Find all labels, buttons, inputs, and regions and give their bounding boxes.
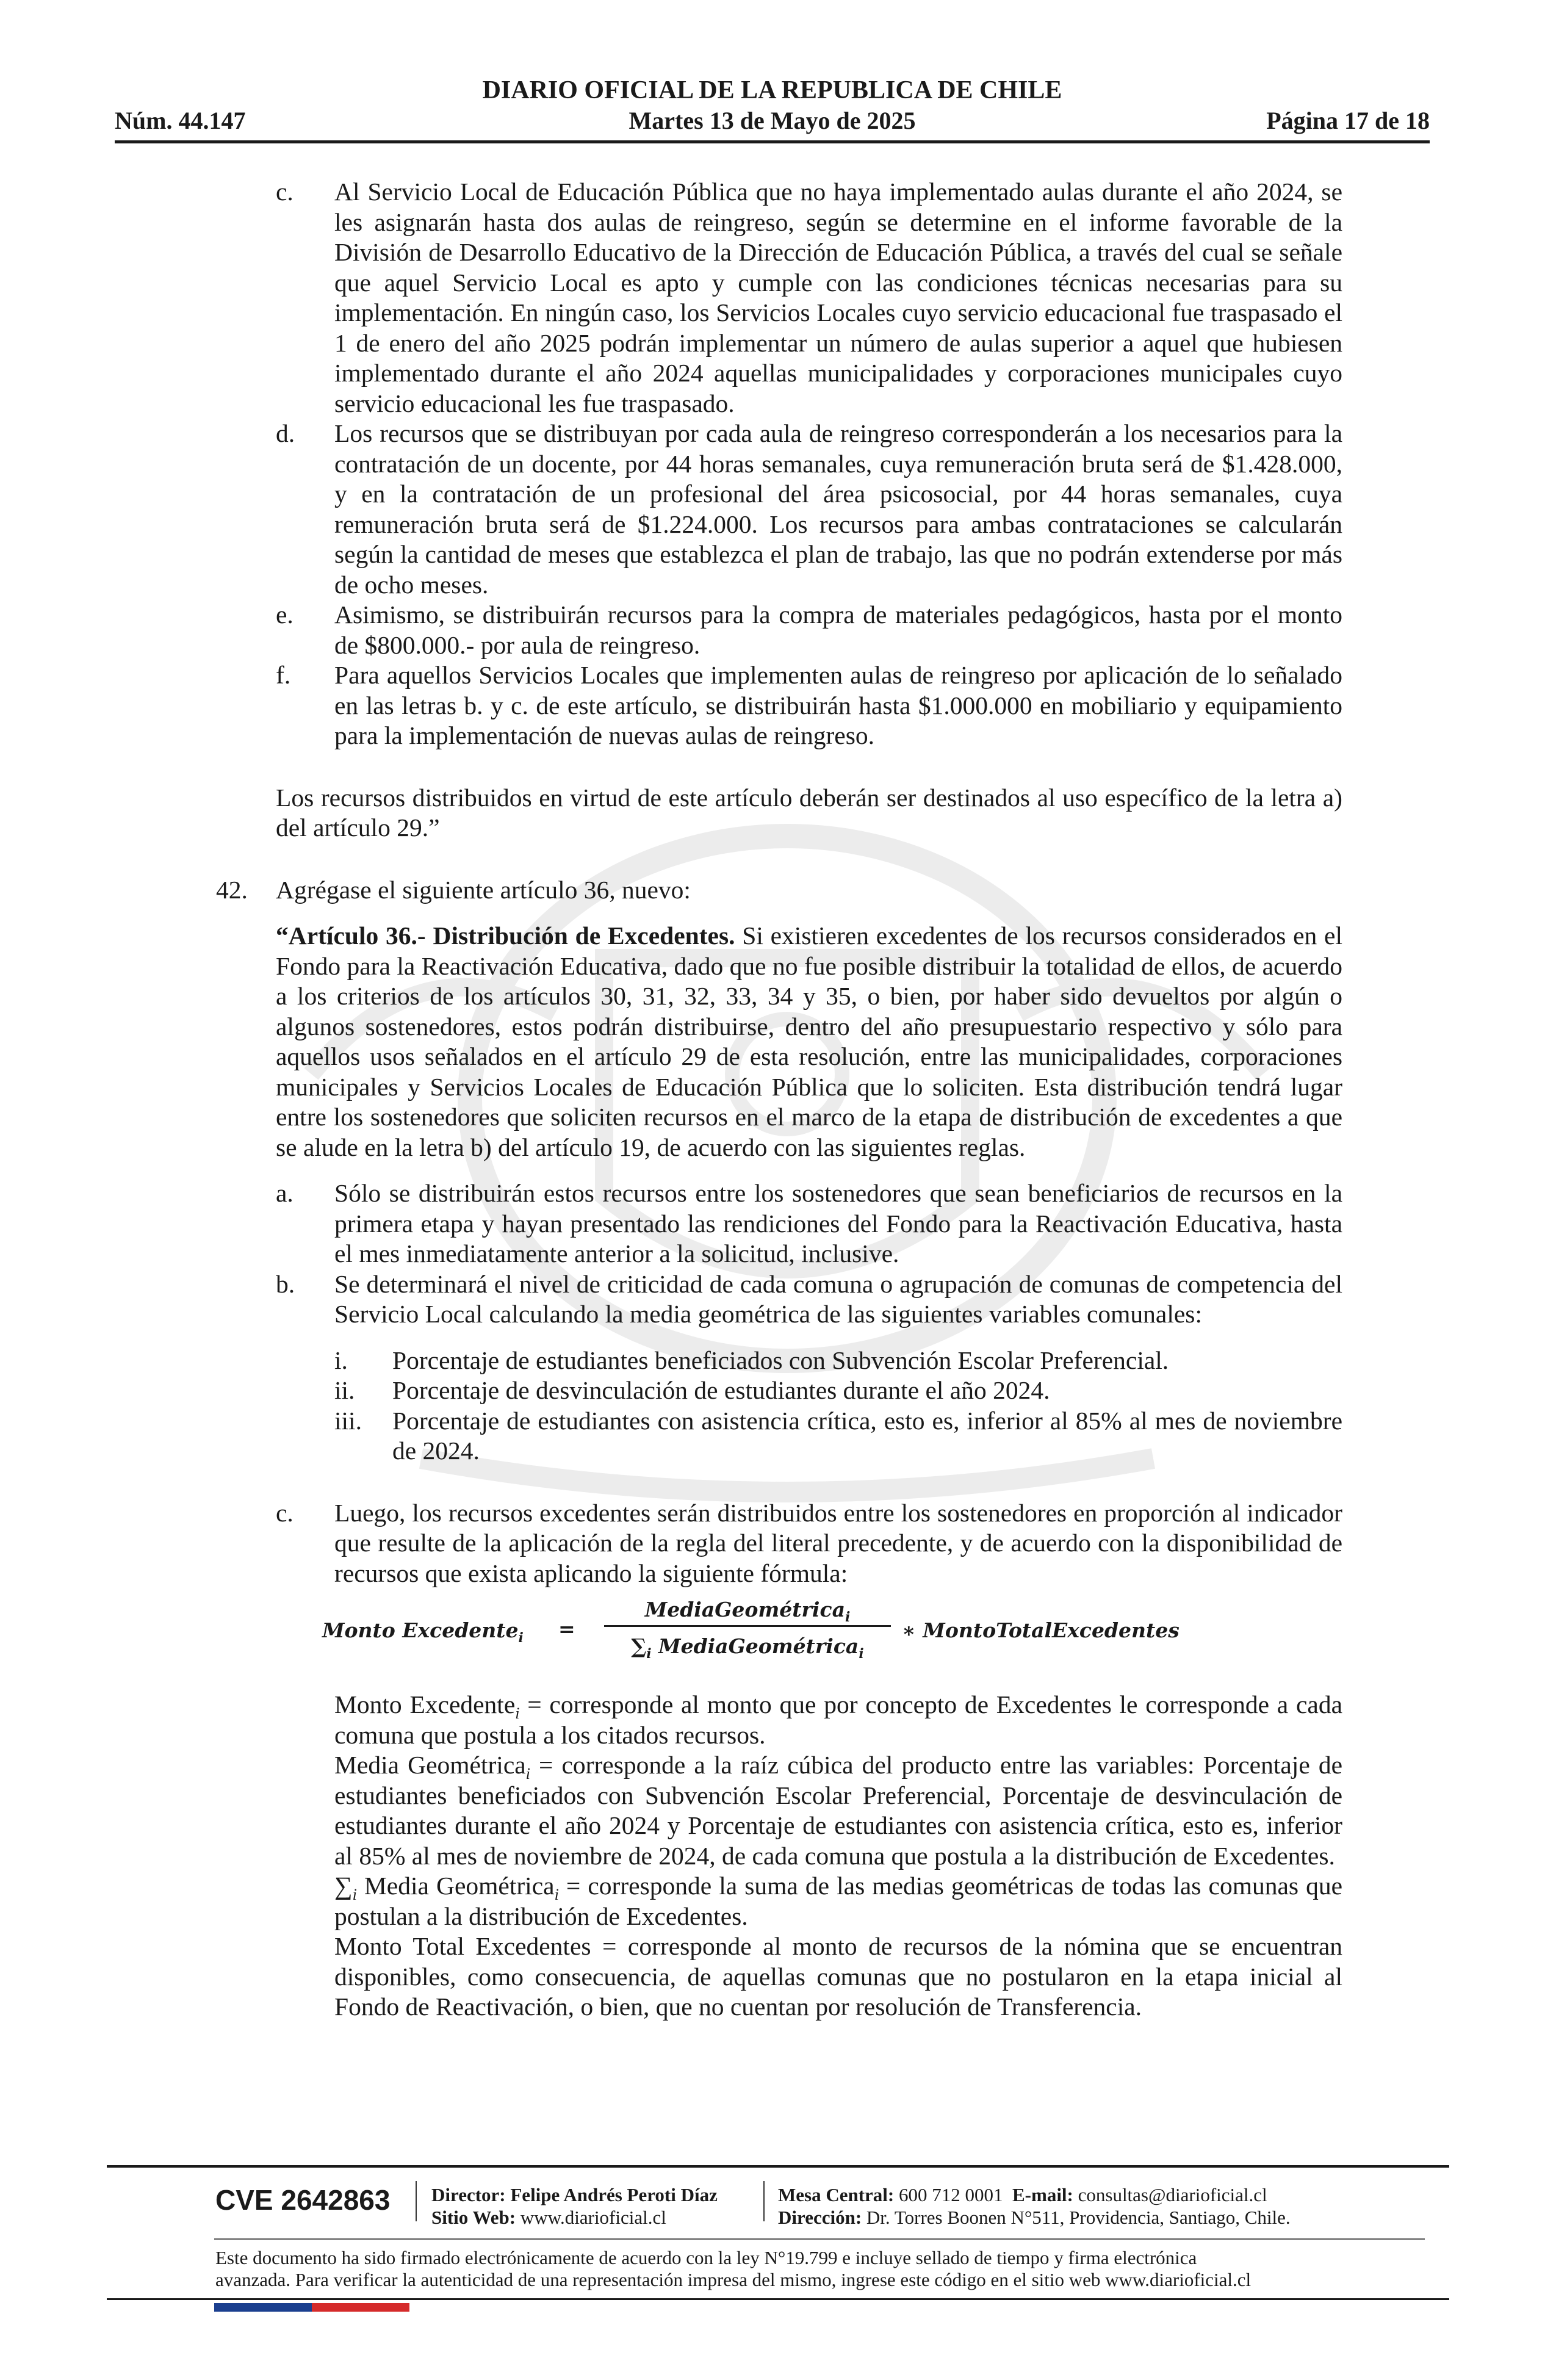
cve-code: CVE 2642863 bbox=[215, 2184, 391, 2216]
variable-item bbox=[0, 1346, 1342, 1376]
item-text: Asimismo, se distribuirán recursos para la compra de materiales pedagógicos, hasta por el monto de $800.000.- por aula de reingreso. bbox=[334, 600, 1342, 659]
rule-text: Se determinará el nivel de criticidad de cada comuna o agrupación de comunas de competencia del Servicio Local calculando la media geométrica de las siguientes variables comunales: bbox=[334, 1269, 1342, 1328]
rule-label: a. bbox=[276, 1179, 294, 1207]
flag-stripe-blue bbox=[214, 2303, 312, 2312]
variable-item bbox=[0, 1406, 1342, 1466]
variable-label: ii. bbox=[334, 1376, 355, 1404]
formula-equals: = bbox=[558, 1617, 575, 1641]
rule-label: c. bbox=[276, 1498, 294, 1527]
list-item bbox=[0, 660, 1342, 751]
page-footer bbox=[107, 2165, 1449, 2348]
rule-label: b. bbox=[276, 1269, 295, 1298]
document-body bbox=[0, 177, 1556, 2022]
item-label: d. bbox=[276, 419, 295, 447]
formula-fraction-bar bbox=[604, 1625, 891, 1627]
header-divider bbox=[115, 140, 1430, 143]
section-number: 42. bbox=[216, 875, 248, 904]
rule-item bbox=[0, 1498, 1342, 1589]
closing-paragraph: Los recursos distribuidos en virtud de este artículo deberán ser destinados al uso específico de la letra a) del artículo 29.” bbox=[276, 783, 1342, 842]
rule-item bbox=[0, 1269, 1342, 1330]
variable-text: Porcentaje de estudiantes beneficiados con Subvención Escolar Preferencial. bbox=[392, 1346, 1169, 1374]
variable-text: Porcentaje de estudiantes con asistencia crítica, esto es, inferior al 85% al mes de noviembre de 2024. bbox=[392, 1406, 1342, 1465]
variable-item bbox=[0, 1376, 1342, 1406]
item-label: f. bbox=[276, 661, 291, 689]
flag-stripe-red bbox=[312, 2303, 409, 2312]
definition-item: Media Geométrica$_i$ = corresponde a la raíz cúbica del producto entre las variables: Porcentaje de estudiantes beneficiados con Subvención Escolar Preferencial, Porcentaje de desvinculación de estudiantes durante el año 2024 y Porcentaje de estudiantes con asistencia crítica, esto es, inferior al 85% al mes de noviembre de 2024, de cada comuna que postula a la distribución de Excedentes. bbox=[334, 1751, 1343, 1870]
formula-lhs: Monto Excedente$_i$ bbox=[322, 1618, 524, 1646]
newspaper-title: DIARIO OFICIAL DE LA REPUBLICA DE CHILE bbox=[482, 76, 1062, 104]
rule-text: Sólo se distribuirán estos recursos entre los sostenedores que sean beneficiarios de recursos en la primera etapa y hayan presentado las rendiciones del Fondo para la Reactivación Educativa, hasta el mes inmediatamente anterior a la solicitud, inclusive. bbox=[334, 1179, 1342, 1268]
definition-item: $\sum_i$ Media Geométrica$_i$ = corresponde la suma de las medias geométricas de todas las comunas que postulan a la distribución de Excedentes. bbox=[334, 1872, 1343, 1930]
variable-label: iii. bbox=[334, 1406, 362, 1435]
formula-numerator: MediaGeométrica$_i$ bbox=[644, 1598, 851, 1625]
formula-rhs: ∗ MontoTotalExcedentes bbox=[902, 1618, 1180, 1642]
footer-divider bbox=[107, 2165, 1449, 2168]
issue-date: Martes 13 de Mayo de 2025 bbox=[629, 107, 916, 134]
item-text: Los recursos que se distribuyan por cada aula de reingreso corresponderán a los necesarios para la contratación de un docente, por 44 horas semanales, cuya remuneración bruta será de $1.428.000, y en la contratación de un profesional del área psicosocial, por 44 horas semanales, cuya remuneración bruta será de $1.224.000. Los recursos para ambas contrataciones se calcularán según la cantidad de meses que establezca el plan de trabajo, las que no podrán extenderse por más de ocho meses. bbox=[334, 419, 1342, 599]
list-item bbox=[0, 419, 1342, 600]
website-link[interactable]: www.diarioficial.cl bbox=[520, 2207, 666, 2228]
item-text: Al Servicio Local de Educación Pública que no haya implementado aulas durante el año 2024, se les asignarán hasta dos aulas de reingreso, según se determine en el informe favorable de la División de Desarrollo Educativo de la Dirección de Educación Pública, a través del cual se señale que aquel Servicio Local es apto y cumple con las condiciones técnicas necesarias para su implementación. En ningún caso, los Servicios Locales cuyo servicio educacional fue traspasado el 1 de enero del año 2025 podrán implementar un número de aulas superior a aquel que hubiesen implementado durante el año 2024 aquellas municipalidades y corporaciones municipales cuyo servicio educacional les fue traspasado. bbox=[334, 178, 1342, 417]
footer-contact-block: Mesa Central: 600 712 0001 E-mail: consultas@diarioficial.cl Dirección: Dr. Torres Boonen N°511, Providencia, Santiago, Chile. bbox=[778, 2184, 1291, 2228]
list-item bbox=[0, 177, 1342, 419]
article-36-title: “Artículo 36.- Distribución de Excedentes. bbox=[276, 921, 735, 950]
footer-separator bbox=[416, 2181, 417, 2221]
rule-text: Luego, los recursos excedentes serán distribuidos entre los sostenedores en proporción al indicador que resulte de la aplicación de la regla del literal precedente, y de acuerdo con la disponibilidad de recursos que exista aplicando la siguiente fórmula: bbox=[334, 1498, 1342, 1587]
footer-divider-thin bbox=[214, 2238, 1425, 2240]
footer-separator bbox=[763, 2181, 765, 2221]
section-42 bbox=[0, 875, 1342, 906]
signature-note: Este documento ha sido firmado electrónicamente de acuerdo con la ley N°19.799 e incluye sellado de tiempo y firma electrónica avanzada. Para verificar la autenticidad de una representación impresa del mismo, ingrese este código en el sitio web www.diarioficial.cl bbox=[215, 2247, 1252, 2290]
item-text: Para aquellos Servicios Locales que implementen aulas de reingreso por aplicación de lo señalado en las letras b. y c. de este artículo, se distribuirán hasta $1.000.000 en mobiliario y equipamiento para la implementación de nuevas aulas de reingreso. bbox=[334, 661, 1342, 749]
definition-item: Monto Total Excedentes = corresponde al monto de recursos de la nómina que se encuentran disponibles, como consecuencia, de aquellas comunas que no postularon en la etapa inicial al Fondo de Reactivación, o bien, que no cuentan por resolución de Transferencia. bbox=[334, 1932, 1343, 2021]
page-header bbox=[115, 72, 1430, 145]
section-text: Agrégase el siguiente artículo 36, nuevo: bbox=[276, 875, 691, 904]
issue-number: Núm. 44.147 bbox=[115, 107, 246, 134]
email-link[interactable]: consultas@diarioficial.cl bbox=[1078, 2184, 1267, 2205]
distribution-formula bbox=[0, 1595, 1556, 1674]
page-number: Página 17 de 18 bbox=[1266, 107, 1430, 134]
rule-item bbox=[0, 1178, 1342, 1269]
footer-director-block: Director: Felipe Andrés Peroti Díaz Sitio Web: www.diarioficial.cl bbox=[431, 2184, 718, 2228]
item-label: c. bbox=[276, 178, 294, 206]
footer-bottom-divider bbox=[107, 2298, 1449, 2300]
variable-text: Porcentaje de desvinculación de estudiantes durante el año 2024. bbox=[392, 1376, 1050, 1404]
list-item bbox=[0, 600, 1342, 660]
formula-denominator: $\sum_i$ MediaGeométrica$_i$ bbox=[631, 1634, 864, 1662]
article-36-paragraph bbox=[276, 921, 1342, 1163]
item-label: e. bbox=[276, 600, 294, 629]
variable-label: i. bbox=[334, 1346, 348, 1374]
article-36-text: Si existieren excedentes de los recursos considerados en el Fondo para la Reactivación Educativa, dado que no fue posible distribuir la totalidad de ellos, de acuerdo a los criterios de los artículos 30, 31, 32, 33, 34 y 35, o bien, por haber sido devueltos por algún o algunos sostenedores, estos podrán distribuirse, dentro del año presupuestario respectivo y sólo para aquellos usos señalados en el artículo 29 de esta resolución, entre las municipalidades, corporaciones municipales y Servicios Locales de Educación Pública que lo soliciten. Esta distribución tendrá lugar entre los sostenedores que soliciten recursos en el marco de la etapa de distribución de excedentes a que se alude en la letra b) del artículo 19, de acuerdo con las siguientes reglas. bbox=[276, 921, 1342, 1161]
definition-item: Monto Excedente$_i$ = corresponde al monto que por concepto de Excedentes le corresponde a cada comuna que postula a los citados recursos. bbox=[334, 1690, 1342, 1749]
